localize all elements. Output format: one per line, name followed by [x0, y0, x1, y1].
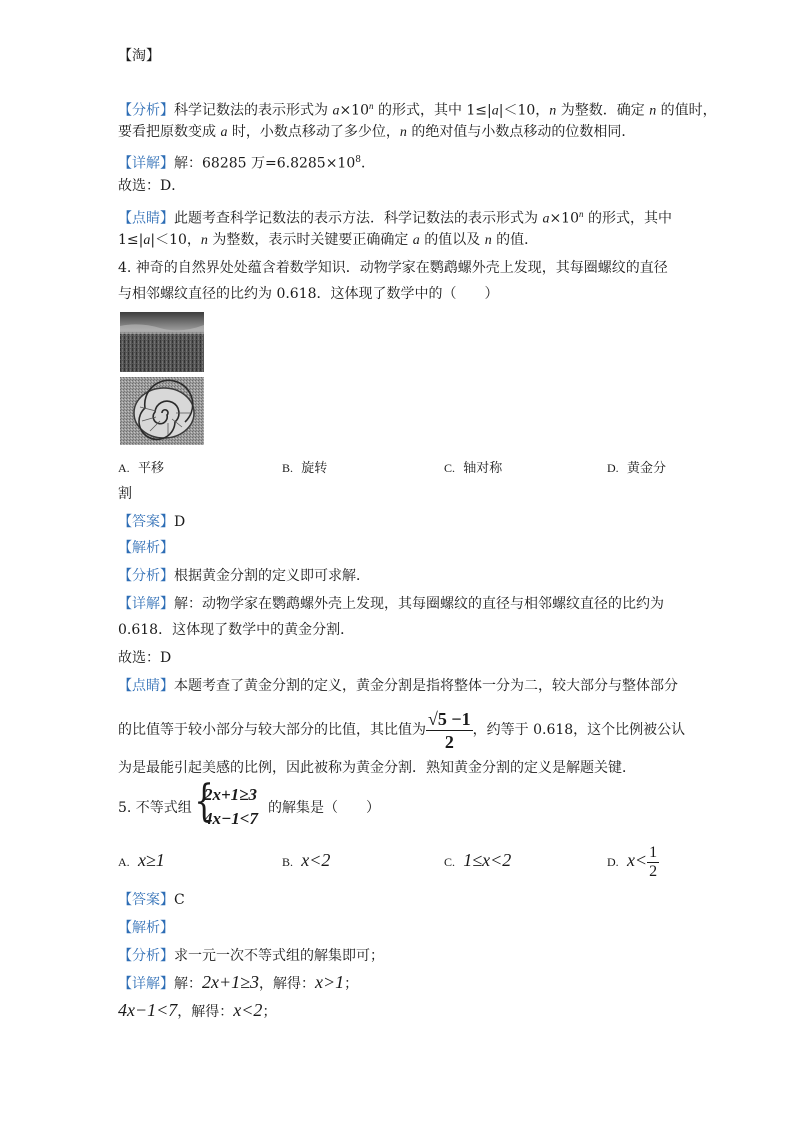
q3-analysis-line1: 【分析】科学记数法的表示形式为 $a\times 10^n$ 的形式，其中 1≤|a|＜10，n 为整数．确定 n 的值时，: [118, 101, 717, 119]
q4-stem-line2: 与相邻螺纹直径的比约为 0.618．这体现了数学中的（ ）: [118, 286, 499, 302]
golden-ratio-fraction: $\frac{√5 -1}{2}$: [428, 708, 471, 752]
q5-stem-suffix: 的解集是（ ）: [268, 800, 380, 816]
q4-detail-line1: 【详解】解：动物学家在鹦鹉螺外壳上发现，其每圈螺纹的直径与相邻螺纹直径的比约为: [118, 596, 664, 612]
q3-choice: 故选：D．: [118, 178, 186, 194]
q5-detail-line1: 【详解】解：2x+1≥3，解得：x>1；: [118, 972, 359, 992]
one-half-fraction: $\frac{1}{2}$: [649, 844, 658, 880]
q5-stem-prefix: 5. 不等式组: [118, 800, 192, 816]
q5-option-b[interactable]: B. x<2: [282, 850, 331, 870]
q5-answer: 【答案】C: [118, 892, 185, 908]
q5-option-a[interactable]: A. x≥1: [118, 850, 165, 870]
q4-stem-line1: 4. 神奇的自然界处处蕴含着数学知识．动物学家在鹦鹉螺外壳上发现，其每圈螺纹的直径: [118, 260, 668, 276]
q4-comment-line3: 为是最能引起美感的比例，因此被称为黄金分割．熟知黄金分割的定义是解题关键．: [118, 760, 636, 776]
q4-comment-line1: 【点睛】本题考查了黄金分割的定义，黄金分割是指将整体一分为二，较大部分与整体部分: [118, 678, 678, 694]
q4-option-d-wrap: 割: [118, 486, 132, 502]
detail-label: 【详解】: [118, 155, 174, 172]
q4-explain-label: 【解析】: [118, 540, 174, 556]
q4-choice: 故选：D: [118, 650, 172, 666]
q5-explain-label: 【解析】: [118, 920, 174, 936]
nautilus-shell-photo: [120, 377, 204, 445]
comment-label: 【点睛】: [118, 210, 174, 227]
q3-comment-line2: 1≤|a|＜10，n 为整数，表示时关键要正确确定 a 的值以及 n 的值．: [118, 232, 539, 248]
q3-analysis-line2: 要看把原数变成 a 时，小数点移动了多少位，n 的绝对值与小数点移动的位数相同．: [118, 124, 636, 140]
inequality-2: 4x−1<7: [204, 809, 258, 828]
q3-detail: 【详解】解：68285 万$=6.8285\times 10^8$．: [118, 155, 375, 172]
q4-comment-line2: 的比值等于较小部分与较大部分的比值，其比值为 $\frac{√5 -1}{2}$ ，约等于 0.618，这个比例被公认: [118, 708, 686, 752]
analysis-label: 【分析】: [118, 102, 174, 119]
q4-option-b[interactable]: B. 旋转: [282, 461, 328, 476]
q4-answer: 【答案】D: [118, 514, 186, 530]
q4-option-a[interactable]: A. 平移: [118, 461, 164, 476]
q3-comment-line1: 【点睛】此题考查科学记数法的表示方法．科学记数法的表示形式为 $a\times 10^n$ 的形式，其中: [118, 209, 672, 227]
q4-option-c[interactable]: C. 轴对称: [444, 461, 503, 476]
q5-detail-line2: 4x−1<7，解得：x<2；: [118, 1000, 277, 1020]
q5-option-c[interactable]: C. 1≤x<2: [444, 850, 512, 870]
inequality-1: 2x+1≥3: [204, 785, 258, 804]
q4-option-d[interactable]: D. 黄金分: [607, 461, 666, 476]
field-photo: [120, 312, 204, 372]
q5-analysis: 【分析】求一元一次不等式组的解集即可；: [118, 948, 384, 964]
q4-analysis: 【分析】根据黄金分割的定义即可求解．: [118, 568, 370, 584]
system-brace: {: [194, 776, 214, 827]
q4-detail-line2: 0.618．这体现了数学中的黄金分割．: [118, 622, 355, 638]
q5-option-d[interactable]: D. x< $\frac{1}{2}$: [607, 844, 658, 880]
source-tag: 【淘】: [118, 48, 160, 64]
